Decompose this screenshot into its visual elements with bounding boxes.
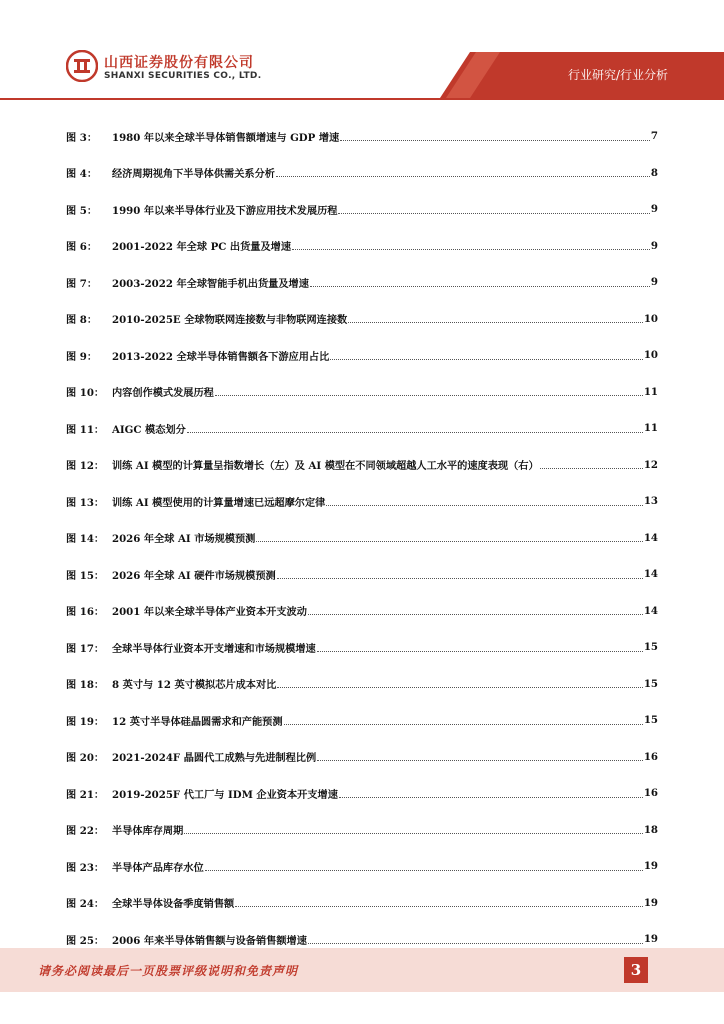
toc-entry-title: 2013-2022 全球半导体销售额各下游应用占比 <box>112 350 330 363</box>
toc-leader-dots <box>330 347 643 360</box>
toc-entry-label: 图 18： <box>66 679 105 692</box>
toc-entry-page: 18 <box>643 823 658 836</box>
page-number: 3 <box>624 957 648 983</box>
toc-leader-dots <box>184 821 643 834</box>
toc-entry[interactable] <box>66 885 658 922</box>
company-name-cn: 山西证券股份有限公司 <box>104 55 254 71</box>
toc-entry-page: 14 <box>643 604 658 617</box>
toc-entry-page: 15 <box>643 641 658 654</box>
toc-leader-dots <box>540 456 643 469</box>
toc-entry-label: 图 24： <box>66 898 105 911</box>
toc-leader-dots <box>340 128 650 141</box>
toc-entry-label: 图 19： <box>66 715 105 728</box>
toc-entry-label: 图 13： <box>66 496 105 509</box>
toc-leader-dots <box>308 602 643 615</box>
company-name-en: SHANXI SECURITIES CO., LTD. <box>104 71 262 81</box>
toc-entry-title: 2003-2022 年全球智能手机出货量及增速 <box>112 277 309 290</box>
toc-entry[interactable] <box>66 118 658 155</box>
figure-list <box>66 118 658 958</box>
toc-entry-title: 2019-2025F 代工厂与 IDM 企业资本开支增速 <box>112 788 338 801</box>
toc-entry[interactable] <box>66 848 658 885</box>
toc-entry-page: 12 <box>643 458 658 471</box>
toc-entry-page: 10 <box>643 312 658 325</box>
toc-entry-page: 16 <box>643 787 658 800</box>
toc-leader-dots <box>276 164 650 177</box>
toc-entry[interactable] <box>66 739 658 776</box>
toc-entry[interactable] <box>66 264 658 301</box>
toc-entry-label: 图 6： <box>66 241 98 254</box>
toc-entry[interactable] <box>66 775 658 812</box>
toc-entry[interactable] <box>66 228 658 265</box>
toc-entry-page: 19 <box>643 896 658 909</box>
toc-entry-label: 图 8： <box>66 314 98 327</box>
toc-entry-page: 14 <box>643 568 658 581</box>
toc-entry-title: 2006 年来半导体销售额与设备销售额增速 <box>112 934 307 947</box>
category-banner <box>0 0 724 100</box>
toc-entry[interactable] <box>66 191 658 228</box>
toc-entry-page: 9 <box>650 276 658 289</box>
toc-entry-title: 半导体库存周期 <box>112 825 184 838</box>
toc-entry[interactable] <box>66 520 658 557</box>
toc-leader-dots <box>348 310 643 323</box>
toc-entry-title: 经济周期视角下半导体供需关系分析 <box>112 168 275 181</box>
toc-entry-label: 图 11： <box>66 423 105 436</box>
toc-entry-title: 8 英寸与 12 英寸模拟芯片成本对比 <box>112 679 277 692</box>
toc-entry-title: 训练 AI 模型的计算量呈指数增长（左）及 AI 模型在不同领域超越人工水平的速度表现（右） <box>112 460 539 473</box>
toc-leader-dots <box>235 894 643 907</box>
report-category: 行业研究/行业分析 <box>567 68 668 82</box>
toc-entry-label: 图 25： <box>66 934 105 947</box>
toc-entry-title: 半导体产品库存水位 <box>112 861 204 874</box>
toc-entry-page: 9 <box>650 203 658 216</box>
toc-entry-title: 训练 AI 模型使用的计算量增速已远超摩尔定律 <box>112 496 326 509</box>
toc-entry[interactable] <box>66 301 658 338</box>
toc-entry-label: 图 12： <box>66 460 105 473</box>
toc-entry-title: 全球半导体设备季度销售额 <box>112 898 235 911</box>
toc-entry[interactable] <box>66 483 658 520</box>
toc-entry[interactable] <box>66 666 658 703</box>
toc-entry-title: 2021-2024F 晶圆代工成熟与先进制程比例 <box>112 752 317 765</box>
toc-entry[interactable] <box>66 702 658 739</box>
toc-entry-label: 图 3： <box>66 131 98 144</box>
toc-entry-page: 7 <box>650 130 658 143</box>
toc-entry-label: 图 16： <box>66 606 105 619</box>
toc-entry-title: 全球半导体行业资本开支增速和市场规模增速 <box>112 642 316 655</box>
toc-entry-page: 11 <box>643 385 658 398</box>
toc-entry-title: 12 英寸半导体硅晶圆需求和产能预测 <box>112 715 283 728</box>
toc-leader-dots <box>326 493 642 506</box>
toc-entry-title: 1980 年以来全球半导体销售额增速与 GDP 增速 <box>112 131 340 144</box>
toc-leader-dots <box>310 274 650 287</box>
toc-leader-dots <box>205 858 643 871</box>
toc-entry-page: 8 <box>650 166 658 179</box>
toc-entry-title: AIGC 模态划分 <box>112 423 186 436</box>
toc-entry-page: 19 <box>643 933 658 946</box>
header-rule <box>0 98 724 100</box>
toc-entry-page: 13 <box>643 495 658 508</box>
toc-entry-label: 图 7： <box>66 277 98 290</box>
toc-entry-label: 图 5： <box>66 204 98 217</box>
toc-leader-dots <box>317 639 643 652</box>
toc-leader-dots <box>338 201 649 214</box>
toc-entry[interactable] <box>66 556 658 593</box>
toc-leader-dots <box>256 529 642 542</box>
toc-entry[interactable] <box>66 812 658 849</box>
toc-entry-label: 图 20： <box>66 752 105 765</box>
toc-entry-label: 图 15： <box>66 569 105 582</box>
toc-entry[interactable] <box>66 447 658 484</box>
toc-entry-label: 图 14： <box>66 533 105 546</box>
toc-leader-dots <box>215 383 643 396</box>
toc-leader-dots <box>277 675 642 688</box>
toc-entry-label: 图 4： <box>66 168 98 181</box>
toc-entry[interactable] <box>66 593 658 630</box>
toc-leader-dots <box>277 566 643 579</box>
page-header <box>0 0 724 100</box>
toc-entry-label: 图 21： <box>66 788 105 801</box>
toc-entry-title: 2026 年全球 AI 市场规模预测 <box>112 533 256 546</box>
toc-entry-page: 15 <box>643 677 658 690</box>
toc-entry-label: 图 23： <box>66 861 105 874</box>
toc-entry[interactable] <box>66 374 658 411</box>
toc-leader-dots <box>308 931 643 944</box>
toc-entry-title: 2010-2025E 全球物联网连接数与非物联网连接数 <box>112 314 348 327</box>
toc-leader-dots <box>187 420 643 433</box>
toc-entry-page: 15 <box>643 714 658 727</box>
disclaimer-text: 请务必阅读最后一页股票评级说明和免责声明 <box>38 964 299 978</box>
toc-entry-page: 16 <box>643 750 658 763</box>
toc-entry[interactable] <box>66 410 658 447</box>
toc-leader-dots <box>284 712 643 725</box>
toc-entry-page: 11 <box>643 422 658 435</box>
toc-entry-label: 图 9： <box>66 350 98 363</box>
toc-entry-title: 2001-2022 年全球 PC 出货量及增速 <box>112 241 292 254</box>
toc-entry-title: 2026 年全球 AI 硬件市场规模预测 <box>112 569 276 582</box>
toc-entry[interactable] <box>66 155 658 192</box>
toc-entry-label: 图 17： <box>66 642 105 655</box>
toc-leader-dots <box>339 785 643 798</box>
toc-entry[interactable] <box>66 337 658 374</box>
toc-entry-page: 19 <box>643 860 658 873</box>
toc-entry-label: 图 10： <box>66 387 105 400</box>
page-footer <box>0 948 724 992</box>
toc-leader-dots <box>317 748 643 761</box>
toc-entry-title: 内容创作模式发展历程 <box>112 387 214 400</box>
toc-entry-page: 10 <box>643 349 658 362</box>
toc-entry[interactable] <box>66 629 658 666</box>
toc-entry-label: 图 22： <box>66 825 105 838</box>
toc-entry-page: 14 <box>643 531 658 544</box>
toc-entry-page: 9 <box>650 239 658 252</box>
toc-leader-dots <box>292 237 650 250</box>
toc-entry-title: 1990 年以来半导体行业及下游应用技术发展历程 <box>112 204 338 217</box>
toc-entry-title: 2001 年以来全球半导体产业资本开支波动 <box>112 606 307 619</box>
